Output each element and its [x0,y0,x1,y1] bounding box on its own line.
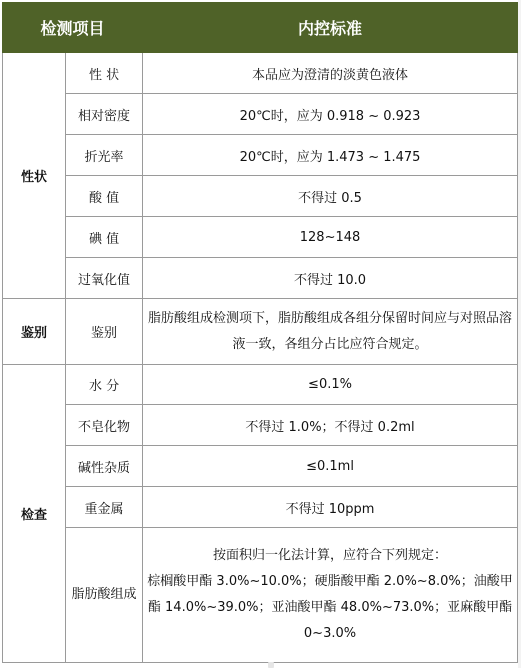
standard-unsaponifiable: 不得过 1.0%；不得过 0.2ml [143,405,518,446]
item-peroxide-value: 过氧化值 [66,258,143,299]
item-iodine-value: 碘 值 [66,217,143,258]
table-row [3,217,518,258]
standard-acid-value: 不得过 0.5 [143,176,518,217]
standard-appearance: 本品应为澄清的淡黄色液体 [143,53,518,94]
specification-table [2,2,518,663]
table-row [3,53,518,94]
item-unsaponifiable: 不皂化物 [66,405,143,446]
standard-density: 20℃时，应为 0.918 ~ 0.923 [143,94,518,135]
standard-alkaline-impurities: ≤0.1ml [143,446,518,487]
standard-refractive-index: 20℃时，应为 1.473 ~ 1.475 [143,135,518,176]
fatty-acid-intro: 按面积归一化法计算，应符合下列规定： [213,548,448,563]
page-bottom-mark [268,662,274,668]
item-acid-value: 酸 值 [66,176,143,217]
table-row [3,487,518,528]
table-row [3,299,518,365]
item-water: 水 分 [66,365,143,405]
header-test-item: 检测项目 [3,3,143,53]
category-properties: 性状 [3,53,66,299]
standard-iodine-value: 128~148 [143,217,518,258]
table-row [3,528,518,663]
header-internal-standard: 内控标准 [143,3,518,53]
item-alkaline-impurities: 碱性杂质 [66,446,143,487]
table-header-row [3,3,518,53]
fatty-acid-detail: 棕榈酸甲酯 3.0%~10.0%；硬脂酸甲酯 2.0%~8.0%；油酸甲酯 14.0%~39.0%；亚油酸甲酯 48.0%~73.0%；亚麻酸甲酯 0~3.0% [147,574,513,641]
table-row [3,365,518,405]
standard-heavy-metals: 不得过 10ppm [143,487,518,528]
standard-fatty-acid-composition [143,528,518,663]
item-density: 相对密度 [66,94,143,135]
standard-identification: 脂肪酸组成检测项下，脂肪酸组成各组分保留时间应与对照品溶液一致，各组分占比应符合规定。 [143,299,518,365]
table-row [3,135,518,176]
table-row [3,405,518,446]
item-heavy-metals: 重金属 [66,487,143,528]
item-fatty-acid-composition: 脂肪酸组成 [66,528,143,663]
category-identification: 鉴别 [3,299,66,365]
item-appearance: 性 状 [66,53,143,94]
table-row [3,176,518,217]
item-identification: 鉴别 [66,299,143,365]
table-row [3,446,518,487]
category-inspection: 检查 [3,365,66,663]
item-refractive-index: 折光率 [66,135,143,176]
standard-water: ≤0.1% [143,365,518,405]
standard-peroxide-value: 不得过 10.0 [143,258,518,299]
table-row [3,94,518,135]
table-row [3,258,518,299]
